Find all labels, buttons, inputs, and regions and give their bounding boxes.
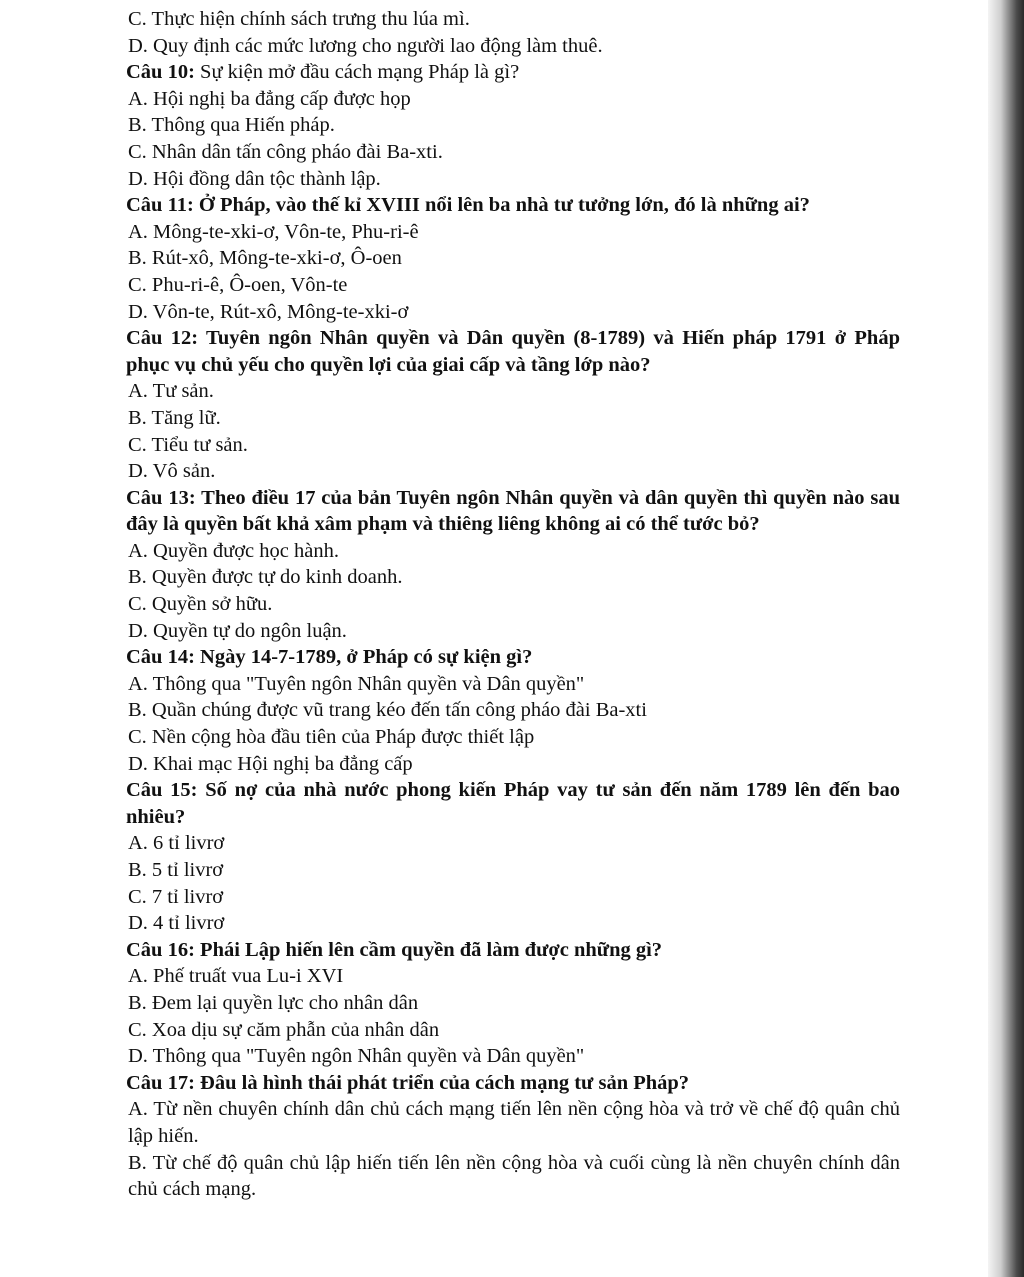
option-a: A. Phế truất vua Lu-i XVI: [128, 965, 344, 988]
option-a: A. Thông qua "Tuyên ngôn Nhân quyền và Dân quyền": [128, 672, 585, 695]
question-12: [126, 325, 900, 378]
option-d: D. Vô sản.: [128, 460, 216, 483]
option-line: C. Thực hiện chính sách trưng thu lúa mì.: [128, 8, 470, 30]
option-a: A. 6 tỉ livrơ: [128, 832, 225, 855]
question-label: Câu 13:: [126, 486, 196, 509]
option-d: D. Quyền tự do ngôn luận.: [128, 619, 347, 642]
option-c: C. Phu-ri-ê, Ô-oen, Vôn-te: [128, 273, 348, 296]
question-label: Câu 12:: [126, 327, 199, 350]
option-b: B. Tăng lữ.: [128, 406, 221, 429]
option-d: D. Thông qua "Tuyên ngôn Nhân quyền và Dân quyền": [128, 1045, 585, 1068]
question-text: Phái Lập hiến lên cầm quyền đã làm được những gì?: [200, 938, 663, 961]
option-c: C. Nhân dân tấn công pháo đài Ba-xti.: [128, 140, 443, 163]
question-label: Câu 15:: [126, 779, 198, 802]
option-b: B. Đem lại quyền lực cho nhân dân: [128, 991, 419, 1014]
option-b: B. Quần chúng được vũ trang kéo đến tấn công pháo đài Ba-xti: [128, 699, 647, 722]
question-text: Sự kiện mở đầu cách mạng Pháp là gì?: [200, 61, 520, 84]
option-b: B. Rút-xô, Mông-te-xki-ơ, Ô-oen: [128, 247, 402, 270]
option-b: B. Từ chế độ quân chủ lập hiến tiến lên nền cộng hòa và cuối cùng là nền chuyên chính dân chủ cách mạng.: [128, 1151, 900, 1201]
option-c: C. 7 tỉ livrơ: [128, 885, 224, 908]
option-c: C. Nền cộng hòa đầu tiên của Pháp được thiết lập: [128, 726, 535, 749]
question-text: Số nợ của nhà nước phong kiến Pháp vay tư sản đến năm 1789 lên đến bao nhiêu?: [126, 779, 900, 828]
option-b: B. Thông qua Hiến pháp.: [128, 114, 335, 137]
option-line: D. Quy định các mức lương cho người lao động làm thuê.: [128, 34, 603, 57]
question-15: [126, 777, 900, 830]
page-edge-shadow: [988, 0, 1024, 1277]
question-label: Câu 17:: [126, 1071, 195, 1094]
option-d: D. Khai mạc Hội nghị ba đẳng cấp: [128, 752, 413, 775]
option-b: B. Quyền được tự do kinh doanh.: [128, 566, 403, 589]
option-a: A. Hội nghị ba đẳng cấp được họp: [128, 87, 411, 110]
question-label: Câu 10:: [126, 61, 195, 84]
option-a: A. Mông-te-xki-ơ, Vôn-te, Phu-ri-ê: [128, 220, 419, 243]
option-c: C. Tiểu tư sản.: [128, 433, 248, 456]
question-text: Ở Pháp, vào thế kỉ XVIII nổi lên ba nhà tư tưởng lớn, đó là những ai?: [198, 194, 810, 217]
question-label: Câu 14:: [126, 646, 195, 669]
question-text: Tuyên ngôn Nhân quyền và Dân quyền (8-1789) và Hiến pháp 1791 ở Pháp phục vụ chủ yếu cho quyền lợi của giai cấp và tầng lớp nào?: [126, 327, 900, 376]
option-c: C. Quyền sở hữu.: [128, 593, 273, 616]
option-c: C. Xoa dịu sự căm phẫn của nhân dân: [128, 1018, 440, 1041]
question-label: Câu 16:: [126, 938, 195, 961]
option-a: A. Quyền được học hành.: [128, 539, 339, 562]
option-d: D. 4 tỉ livrơ: [128, 912, 225, 935]
question-text: Ngày 14-7-1789, ở Pháp có sự kiện gì?: [200, 646, 533, 669]
question-14: [126, 644, 900, 671]
question-16: [126, 937, 900, 964]
question-17: [126, 1070, 900, 1097]
question-10: [126, 59, 900, 86]
question-text: Đâu là hình thái phát triển của cách mạng tư sản Pháp?: [200, 1071, 690, 1094]
option-b: B. 5 tỉ livrơ: [128, 859, 224, 881]
option-d: D. Vôn-te, Rút-xô, Mông-te-xki-ơ: [128, 300, 409, 323]
question-label: Câu 11:: [126, 194, 194, 217]
question-13: [126, 485, 900, 538]
option-a: A. Tư sản.: [128, 380, 214, 403]
question-11: [126, 192, 900, 219]
document-page: [126, 6, 900, 1203]
option-a: A. Từ nền chuyên chính dân chủ cách mạng tiến lên nền cộng hòa và trở về chế độ quân chủ lập hiến.: [128, 1098, 900, 1147]
option-d: D. Hội đồng dân tộc thành lập.: [128, 167, 381, 190]
question-text: Theo điều 17 của bản Tuyên ngôn Nhân quyền và dân quyền thì quyền nào sau đây là quyền bất khả xâm phạm và thiêng liêng không ai có thể tước bỏ?: [126, 486, 900, 536]
